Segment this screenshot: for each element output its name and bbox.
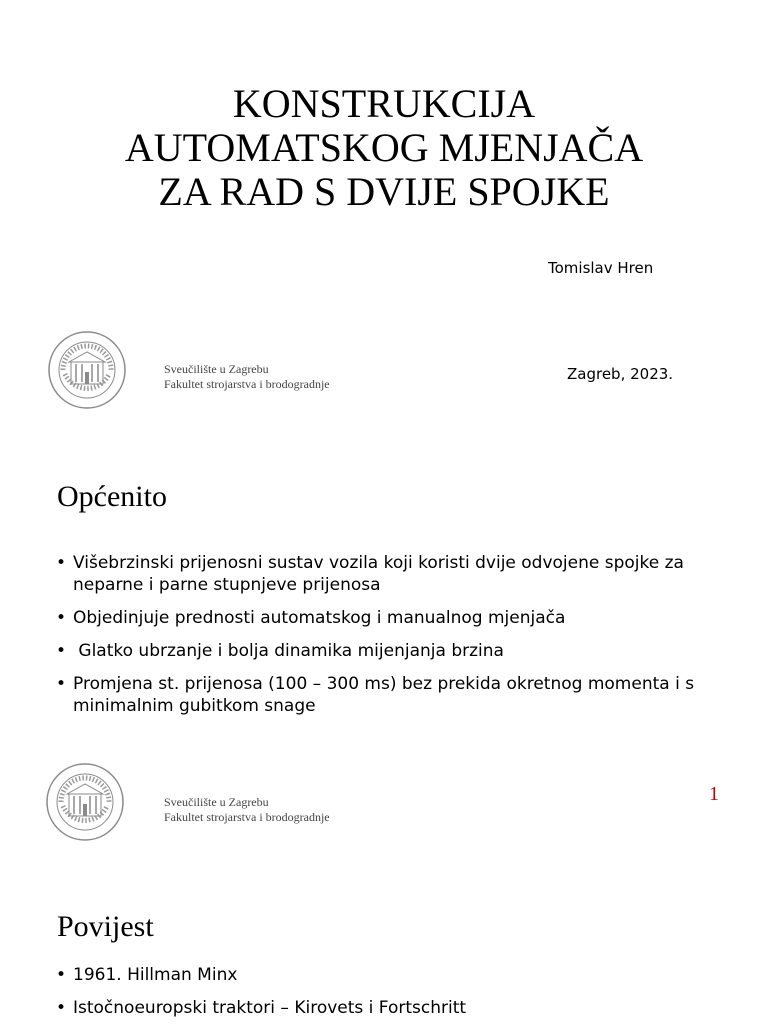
bullet-list [56,964,736,1024]
slide-heading: Povijest [57,910,154,943]
title-line: AUTOMATSKOG MJENJAČA [124,125,644,170]
university-affiliation [164,795,330,825]
content-slide-general [0,455,768,855]
title-line: ZA RAD S DVIJE SPOJKE [158,169,610,214]
bullet-icon: • [56,553,67,573]
bullet-list [56,552,736,728]
university-seal-icon [47,330,127,410]
bullet-icon: • [56,674,67,694]
university-seal-icon [45,762,125,842]
title-slide [0,0,768,430]
list-item: • Glatko ubrzanje i bolja dinamika mijenjanja brzina [56,641,504,661]
author-name: Tomislav Hren [548,259,654,277]
place-and-year: Zagreb, 2023. [567,365,674,383]
bullet-icon: • [56,641,67,661]
university-name: Sveučilište u Zagrebu [164,362,269,376]
content-slide-history [0,895,768,1024]
presentation-title [0,82,768,214]
university-affiliation [164,362,330,392]
page-number: 1 [709,783,719,805]
bullet-icon: • [56,608,67,628]
list-item: • Višebrzinski prijenosni sustav vozila koji koristi dvije odvojene spojke za neparne i parne stupnjeve prijenosa [56,553,684,595]
faculty-name: Fakultet strojarstva i brodogradnje [164,810,330,824]
list-item: • Promjena st. prijenosa (100 – 300 ms) bez prekida okretnog momenta i s minimalnim gubitkom snage [56,674,695,716]
bullet-icon: • [56,965,67,985]
university-name: Sveučilište u Zagrebu [164,795,269,809]
faculty-name: Fakultet strojarstva i brodogradnje [164,377,330,391]
list-item: • Objedinjuje prednosti automatskog i manualnog mjenjača [56,608,566,628]
bullet-icon: • [56,998,67,1018]
list-item: • Istočnoeuropski traktori – Kirovets i Fortschritt [56,998,467,1018]
title-line: KONSTRUKCIJA [232,81,536,126]
slide-heading: Općenito [57,480,167,513]
list-item: • 1961. Hillman Minx [56,965,238,985]
